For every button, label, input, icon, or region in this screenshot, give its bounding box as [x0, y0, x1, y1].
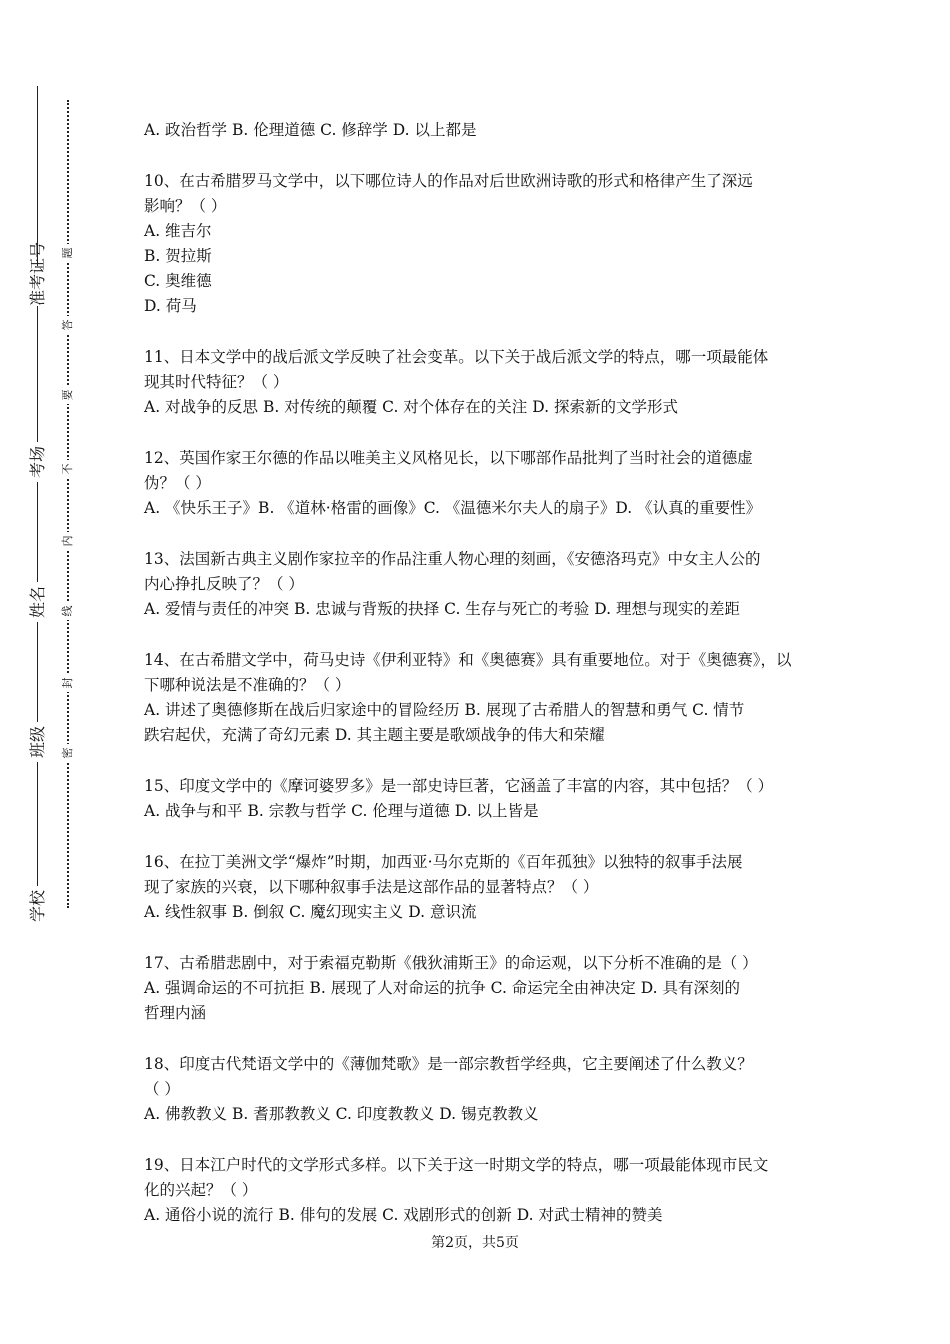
seal-char: 内: [61, 532, 75, 550]
binding-margin: [0, 0, 110, 1344]
seal-dotted-line: [67, 100, 69, 908]
question-12: [144, 446, 812, 521]
question-stem: 18、印度古代梵语文学中的《薄伽梵歌》是一部宗教哲学经典，它主要阐述了什么教义？: [144, 1055, 753, 1073]
option-c: C. 奥维德: [144, 272, 212, 290]
option-line: A. 线性叙事 B. 倒叙 C. 魔幻现实主义 D. 意识流: [144, 903, 477, 921]
option-line: A. 通俗小说的流行 B. 俳句的发展 C. 戏剧形式的创新 D. 对武士精神的赞美: [144, 1206, 663, 1224]
question-stem: 15、印度文学中的《摩诃婆罗多》是一部史诗巨著，它涵盖了丰富的内容，其中包括？（ ）: [144, 777, 774, 795]
seal-char: 要: [61, 386, 75, 404]
school-label: 学校: [28, 886, 48, 926]
question-13: [144, 547, 812, 622]
binding-solid-line: [37, 86, 38, 926]
seal-char: 线: [61, 602, 75, 620]
option-line: 跌宕起伏，充满了奇幻元素 D. 其主题主要是歌颂战争的伟大和荣耀: [144, 726, 605, 744]
seal-char: 封: [61, 674, 75, 692]
question-stem: 内心挣扎反映了？（ ）: [144, 575, 304, 593]
question-19: [144, 1153, 812, 1228]
option-line: A. 爱情与责任的冲突 B. 忠诚与背叛的抉择 C. 生存与死亡的考验 D. 理想与现实的差距: [144, 600, 740, 618]
option-line: A. 讲述了奥德修斯在战后归家途中的冒险经历 B. 展现了古希腊人的智慧和勇气 C. 情节: [144, 701, 745, 719]
seal-char: 不: [61, 460, 75, 478]
option-line: A. 政治哲学 B. 伦理道德 C. 修辞学 D. 以上都是: [144, 121, 477, 139]
question-stem: 伪？（ ）: [144, 474, 211, 492]
exam-room-label: 考场: [28, 442, 48, 482]
admission-number-label: 准考证号: [28, 241, 47, 306]
question-stem: 17、古希腊悲剧中，对于索福克勒斯《俄狄浦斯王》的命运观，以下分析不准确的是（ ）: [144, 954, 758, 972]
question-stem: 化的兴起？（ ）: [144, 1181, 258, 1199]
page-number: 第2页，共5页: [431, 1235, 519, 1251]
question-stem: 19、日本江户时代的文学形式多样。以下关于这一时期文学的特点，哪一项最能体现市民文: [144, 1156, 769, 1174]
option-line: A. 强调命运的不可抗拒 B. 展现了人对命运的抗争 C. 命运完全由神决定 D. 具有深刻的: [144, 979, 740, 997]
option-line: A. 《快乐王子》B. 《道林·格雷的画像》C. 《温德米尔夫人的扇子》D. 《认真的重要性》: [144, 499, 762, 517]
question-11: [144, 345, 812, 420]
question-18: [144, 1052, 812, 1127]
question-stem: 现了家族的兴衰，以下哪种叙事手法是这部作品的显著特点？（ ）: [144, 878, 599, 896]
student-name-label: 姓名: [28, 582, 48, 622]
question-stem: 11、日本文学中的战后派文学反映了社会变革。以下关于战后派文学的特点，哪一项最能体: [144, 348, 769, 366]
seal-char: 题: [61, 244, 75, 262]
option-b: B. 贺拉斯: [144, 247, 212, 265]
question-stem: 10、在古希腊罗马文学中，以下哪位诗人的作品对后世欧洲诗歌的形式和格律产生了深远: [144, 172, 753, 190]
question-15: [144, 774, 812, 824]
question-stem: 16、在拉丁美洲文学“爆炸”时期，加西亚·马尔克斯的《百年孤独》以独特的叙事手法展: [144, 853, 743, 871]
option-line: A. 佛教教义 B. 耆那教教义 C. 印度教教义 D. 锡克教教义: [144, 1105, 539, 1123]
seal-char: 答: [61, 316, 75, 334]
question-stem: （ ）: [144, 1080, 180, 1098]
question-stem: 现其时代特征？（ ）: [144, 373, 289, 391]
question-list: [144, 118, 812, 1254]
question-10: [144, 169, 812, 319]
question-stem: 12、英国作家王尔德的作品以唯美主义风格见长，以下哪部作品批判了当时社会的道德虚: [144, 449, 753, 467]
class-label: 班级: [28, 722, 48, 762]
question-stem: 13、法国新古典主义剧作家拉辛的作品注重人物心理的刻画，《安德洛玛克》中女主人公的: [144, 550, 761, 568]
question-stem: 下哪种说法是不准确的？（ ）: [144, 676, 351, 694]
seal-char: 密: [61, 744, 75, 762]
question-14: [144, 648, 812, 748]
question-9-options: [144, 118, 812, 143]
question-17: [144, 951, 812, 1026]
question-stem: 14、在古希腊文学中，荷马史诗《伊利亚特》和《奥德赛》具有重要地位。对于《奥德赛》，以: [144, 651, 792, 669]
option-d: D. 荷马: [144, 297, 197, 315]
option-line: A. 战争与和平 B. 宗教与哲学 C. 伦理与道德 D. 以上皆是: [144, 802, 539, 820]
question-16: [144, 850, 812, 925]
option-a: A. 维吉尔: [144, 222, 212, 240]
option-line: A. 对战争的反思 B. 对传统的颠覆 C. 对个体存在的关注 D. 探索新的文学形式: [144, 398, 678, 416]
question-stem: 影响？（ ）: [144, 197, 227, 215]
option-line: 哲理内涵: [144, 1004, 207, 1022]
